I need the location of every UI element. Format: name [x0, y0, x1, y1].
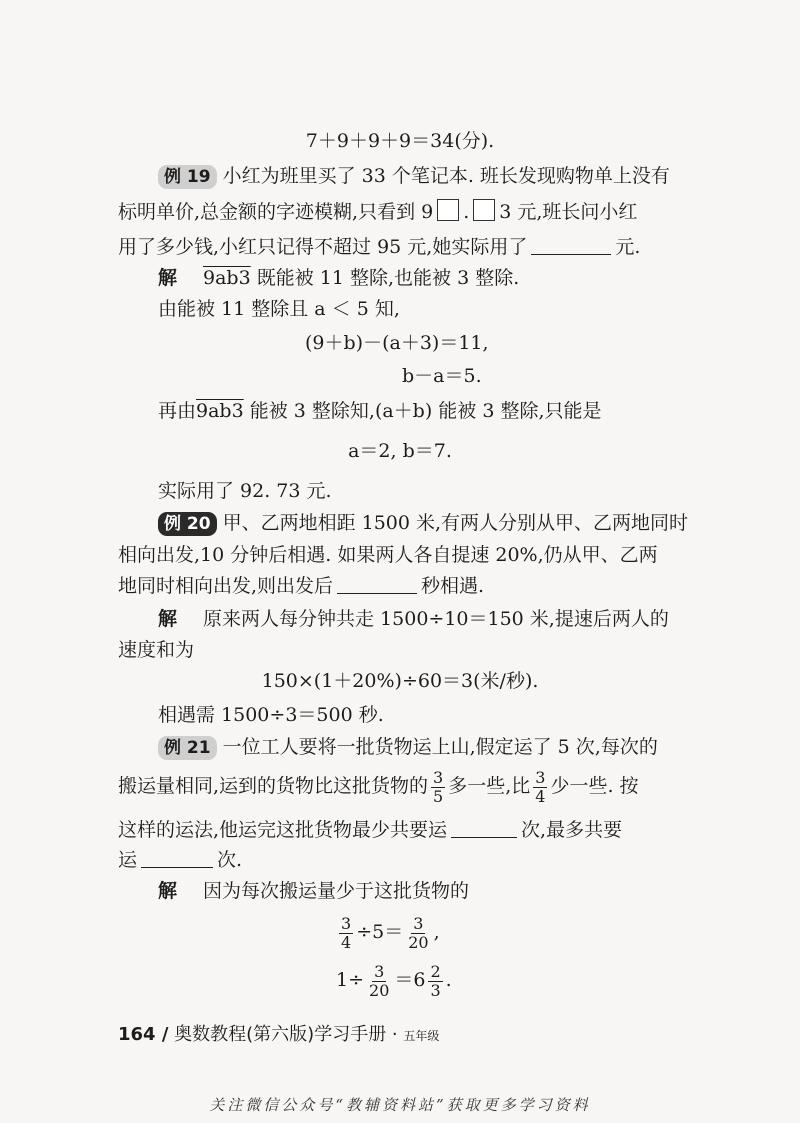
example-19-solution-3: 再由9ab3 能被 3 整除知,(a＋b) 能被 3 整除,只能是 — [158, 400, 602, 422]
example-20-solution-1: 解 原来两人每分钟共走 1500÷10＝150 米,提速后两人的 — [158, 608, 669, 630]
answer-blank — [141, 847, 213, 868]
answer-blank — [337, 573, 417, 594]
example-20-line-2: 相向出发,10 分钟后相遇. 如果两人各自提速 20%,仍从甲、乙两 — [118, 544, 658, 566]
answer-blank — [531, 234, 611, 255]
watermark-note: 关注微信公众号“教辅资料站”获取更多学习资料 — [209, 1096, 591, 1114]
fraction-3-5: $\frac{3}{5}$ — [433, 767, 444, 806]
example-21-line-1: 例 21 一位工人要将一批货物运上山,假定运了 5 次,每次的 — [158, 734, 658, 760]
page-footer — [118, 1020, 439, 1046]
example-21-eq-2: 1÷ $\frac{3}{20}$ ＝6 $\frac{2}{3}$ . — [336, 961, 452, 1000]
example-21-line-3: 这样的运法,他运完这批货物最少共要运 次,最多共要 — [118, 819, 623, 841]
example-21-solution-1: 解 因为每次搬运量少于这批货物的 — [158, 880, 470, 902]
solution-label: 解 — [158, 880, 178, 902]
example-20-line-3: 地同时相向出发,则出发后 秒相遇. — [118, 575, 485, 597]
example-21-line-4: 运 次. — [118, 849, 243, 871]
example-19-eq-1: (9＋b)－(a＋3)＝11, — [305, 332, 489, 354]
example-19-answer: 实际用了 92. 73 元. — [158, 480, 332, 502]
example-20-eq-1: 150×(1＋20%)÷60＝3(米/秒). — [261, 670, 539, 692]
example-19-solution-1: 解 9ab3 既能被 11 整除,也能被 3 整除. — [158, 267, 520, 289]
example-20-solution-2: 速度和为 — [118, 639, 195, 661]
solution-label: 解 — [158, 608, 178, 630]
example-21-line-2: 搬运量相同,运到的货物比这批货物的 $\frac{3}{5}$ 多一些,比 $\frac{3}{4}$ 少一些. 按 — [118, 767, 639, 806]
blank-digit-box — [473, 199, 495, 221]
grade-label: 五年级 — [403, 1029, 440, 1043]
page-number: 164 / — [118, 1024, 169, 1045]
example-19-eq-2: b－a＝5. — [402, 365, 482, 387]
example-19-tag: 例 19 — [158, 165, 217, 189]
fraction-3-4: $\frac{3}{4}$ — [535, 767, 546, 806]
answer-blank — [451, 817, 517, 838]
intro-equation: 7＋9＋9＋9＝34(分). — [305, 130, 495, 152]
number-9ab3: 9ab3 — [196, 400, 244, 422]
example-19-solution-2: 由能被 11 整除且 a ＜ 5 知, — [158, 298, 400, 320]
number-9ab3: 9ab3 — [203, 267, 251, 289]
example-20-line-1: 例 20 甲、乙两地相距 1500 米,有两人分别从甲、乙两地同时 — [158, 510, 688, 536]
book-title: 奥数教程(第六版)学习手册 · — [174, 1024, 398, 1045]
example-21-tag: 例 21 — [158, 736, 217, 760]
example-19-line-3: 用了多少钱,小红只记得不超过 95 元,她实际用了 元. — [118, 236, 641, 258]
example-19-line-2: 标明单价,总金额的字迹模糊,只看到 9 . 3 元,班长问小红 — [118, 201, 638, 223]
example-19-eq-3: a＝2, b＝7. — [348, 440, 452, 462]
example-20-tag: 例 20 — [158, 512, 217, 536]
solution-label: 解 — [158, 267, 178, 289]
example-21-eq-1: $\frac{3}{4}$ ÷5＝ $\frac{3}{20}$ , — [341, 913, 440, 952]
blank-digit-box — [437, 199, 459, 221]
example-20-answer: 相遇需 1500÷3＝500 秒. — [158, 704, 384, 726]
example-19-line-1: 例 19 小红为班里买了 33 个笔记本. 班长发现购物单上没有 — [158, 163, 670, 189]
